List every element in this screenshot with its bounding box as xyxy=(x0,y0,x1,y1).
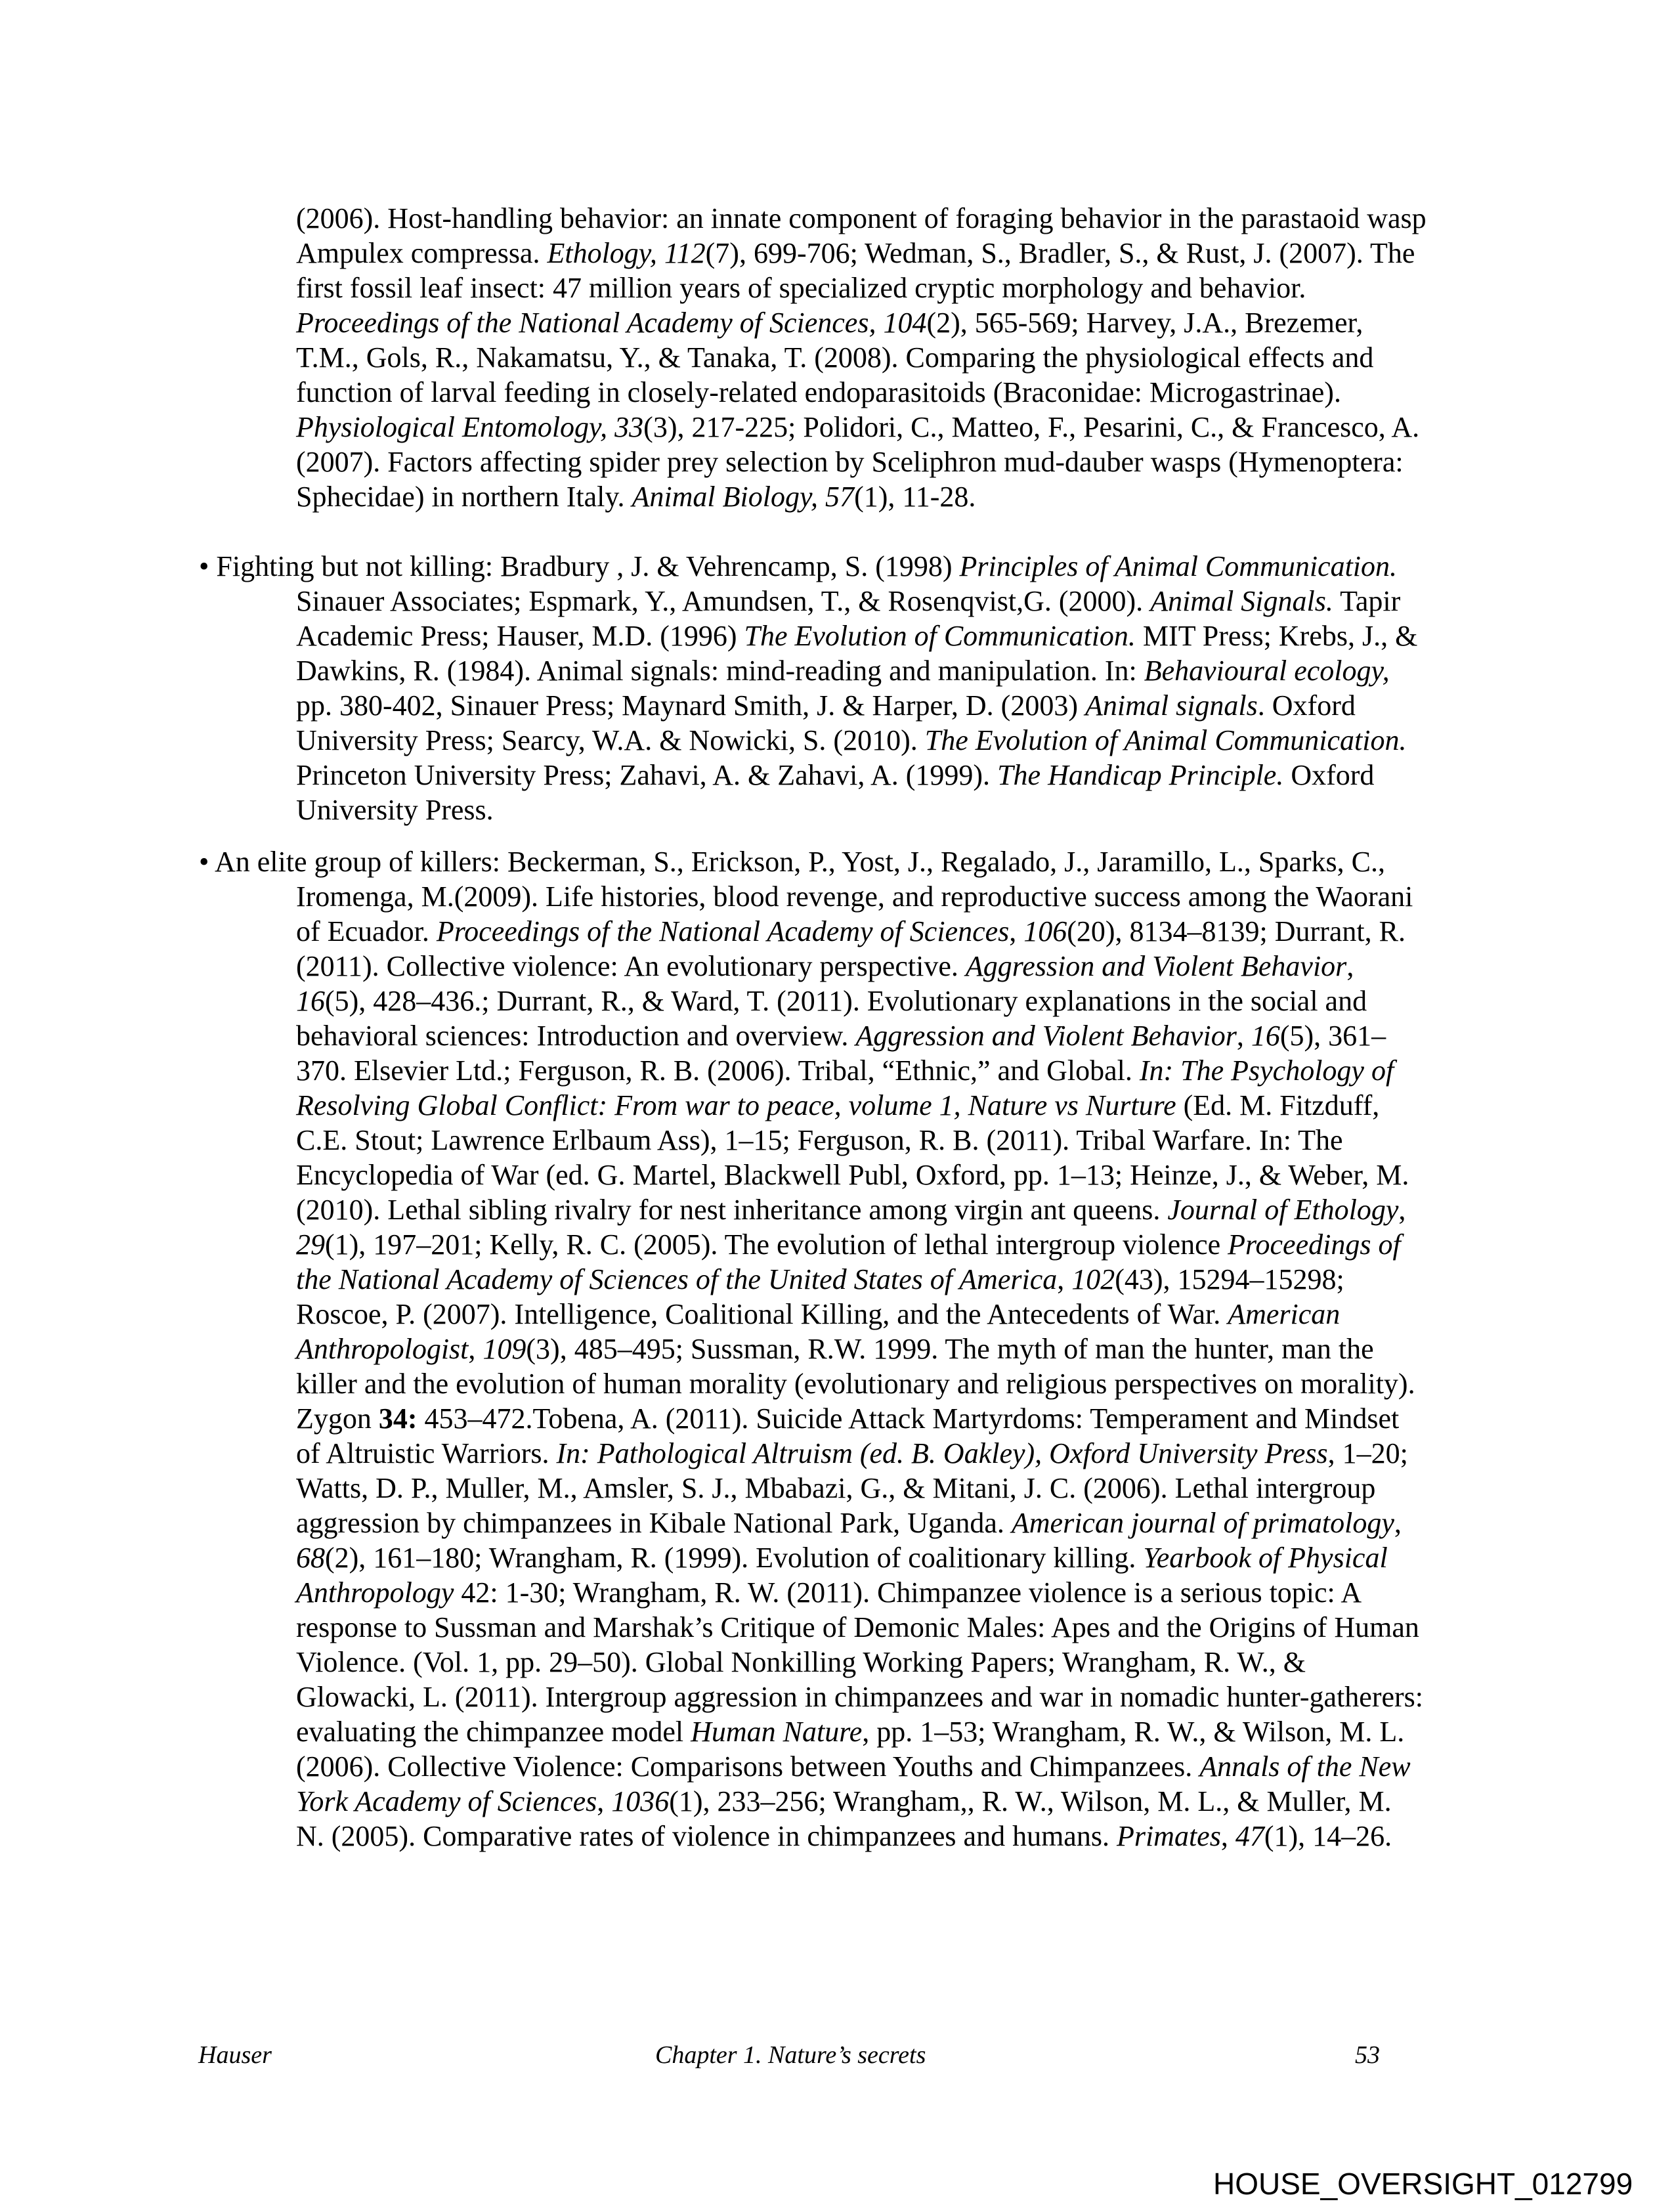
footer-chapter-title: Chapter 1. Nature’s secrets xyxy=(655,2041,926,2069)
italic-text: Physiological Entomology, 33 xyxy=(296,411,644,443)
reference-bullet-fighting-not-killing xyxy=(199,549,1648,827)
italic-text: American journal of primatology xyxy=(1011,1507,1394,1539)
text-run: Encyclopedia of War (ed. G. Martel, Blackwell Publ, Oxford, pp. 1–13; Heinze, J., & Weber, M. xyxy=(296,1159,1409,1191)
text-run: aggression by chimpanzees in Kibale National Park, Uganda. xyxy=(296,1507,1012,1539)
text-line xyxy=(296,949,1648,984)
text-run: Ampulex compressa. xyxy=(296,237,547,269)
text-run: Watts, D. P., Muller, M., Amsler, S. J., Mbabazi, G., & Mitani, J. C. (2006). Lethal intergroup xyxy=(296,1472,1376,1504)
italic-text: Proceedings of xyxy=(1228,1228,1401,1261)
text-line xyxy=(296,1749,1648,1784)
text-run: Tapir xyxy=(1333,585,1401,617)
text-line xyxy=(296,584,1648,618)
italic-text: 68 xyxy=(296,1542,325,1574)
italic-text: Behavioural ecology, xyxy=(1144,655,1390,687)
italic-text: Proceedings of the National Academy of Sciences xyxy=(436,915,1010,947)
text-run: (2007). Factors affecting spider prey selection by Sceliphron mud-dauber wasps (Hymenoptera: xyxy=(296,446,1404,478)
text-line xyxy=(296,479,1648,514)
text-run: (7), 699-706; Wedman, S., Bradler, S., & Rust, J. (2007). The xyxy=(705,237,1415,269)
text-line xyxy=(296,914,1648,949)
text-run: , 1–20; xyxy=(1327,1437,1408,1469)
text-run: of Altruistic Warriors. xyxy=(296,1437,557,1469)
text-line xyxy=(296,723,1648,758)
text-run: (1), 233–256; Wrangham,, R. W., Wilson, M. L., & Muller, M. xyxy=(669,1785,1392,1817)
text-run: (20), 8134–8139; Durrant, R. xyxy=(1067,915,1406,947)
italic-text: Yearbook of Physical xyxy=(1143,1542,1388,1574)
italic-text: Aggression and Violent Behavior xyxy=(965,950,1347,982)
text-line xyxy=(296,445,1648,479)
text-line xyxy=(296,1714,1648,1749)
italic-text: 109 xyxy=(483,1333,526,1365)
text-line xyxy=(296,340,1648,375)
footer-page-number: 53 xyxy=(1355,2041,1380,2069)
text-line xyxy=(296,1401,1648,1436)
text-line xyxy=(296,1610,1648,1645)
text-run: pp. 380-402, Sinauer Press; Maynard Smith, J. & Harper, D. (2003) xyxy=(296,689,1085,722)
text-run: first fossil leaf insect: 47 million years of specialized cryptic morphology and behavior. xyxy=(296,272,1306,304)
text-run: Iromenga, M.(2009). Life histories, blood revenge, and reproductive success among the Waorani xyxy=(296,880,1413,913)
text-run: Glowacki, L. (2011). Intergroup aggression in chimpanzees and war in nomadic hunter-gatherers: xyxy=(296,1681,1424,1713)
italic-text: Anthropology xyxy=(296,1576,454,1609)
text-run: (Ed. M. Fitzduff, xyxy=(1176,1089,1380,1121)
text-run: (2006). Host-handling behavior: an innate component of foraging behavior in the parastaoid wasp xyxy=(296,202,1427,234)
italic-text: York Academy of Sciences xyxy=(296,1785,597,1817)
text-line xyxy=(296,1192,1648,1227)
text-run: , xyxy=(1057,1263,1072,1295)
reference-bullet-elite-group-of-killers xyxy=(199,844,1648,1854)
text-line xyxy=(296,305,1648,340)
text-run: , xyxy=(1220,1820,1235,1852)
italic-text: 47 xyxy=(1235,1820,1264,1852)
text-line xyxy=(296,1123,1648,1158)
italic-text: Ethology, 112 xyxy=(547,237,706,269)
text-line xyxy=(296,1575,1648,1610)
text-line xyxy=(296,271,1648,305)
text-run: 42: 1-30; Wrangham, R. W. (2011). Chimpanzee violence is a serious topic: A xyxy=(454,1576,1362,1609)
italic-text: 16 xyxy=(296,985,325,1017)
text-line xyxy=(296,618,1648,653)
text-run: (1), 14–26. xyxy=(1264,1820,1392,1852)
italic-text: 102 xyxy=(1071,1263,1115,1295)
bold-text: 34: xyxy=(378,1402,418,1435)
text-run: (1), 11-28. xyxy=(854,481,976,513)
text-line xyxy=(296,1436,1648,1471)
italic-text: American xyxy=(1228,1298,1341,1330)
footer-author: Hauser xyxy=(198,2041,272,2069)
italic-text: Animal signals xyxy=(1084,689,1258,722)
text-line xyxy=(296,792,1648,827)
italic-text: Primates xyxy=(1116,1820,1221,1852)
text-run: 370. Elsevier Ltd.; Ferguson, R. B. (2006). Tribal, “Ethnic,” and Global. xyxy=(296,1054,1140,1087)
italic-text: The Evolution of Communication. xyxy=(744,620,1136,652)
text-run: (1), 197–201; Kelly, R. C. (2005). The evolution of lethal intergroup violence xyxy=(325,1228,1228,1261)
italic-text: Human Nature xyxy=(691,1716,863,1748)
italic-text: In: The Psychology of xyxy=(1139,1054,1394,1087)
italic-text: Aggression and Violent Behavior xyxy=(855,1020,1237,1052)
text-line xyxy=(296,1819,1648,1854)
text-run: 453–472.Tobena, A. (2011). Suicide Attack Martyrdoms: Temperament and Mindset xyxy=(417,1402,1400,1435)
text-run: function of larval feeding in closely-related endoparasitoids (Braconidae: Microgastrinae). xyxy=(296,376,1341,408)
text-run: • Fighting but not killing: Bradbury , J. & Vehrencamp, S. (1998) xyxy=(199,550,960,582)
text-run: (43), 15294–15298; xyxy=(1115,1263,1344,1295)
text-run: , pp. 1–53; Wrangham, R. W., & Wilson, M. L. xyxy=(862,1716,1405,1748)
text-run: , xyxy=(1236,1020,1251,1052)
text-line xyxy=(296,984,1648,1018)
italic-text: Animal Signals. xyxy=(1150,585,1333,617)
text-run: behavioral sciences: Introduction and overview. xyxy=(296,1020,856,1052)
text-run: Princeton University Press; Zahavi, A. & Zahavi, A. (1999). xyxy=(296,759,998,791)
italic-text: In: Pathological Altruism (ed. B. Oakley), Oxford University Press xyxy=(556,1437,1328,1469)
italic-text: Resolving Global Conflict: From war to peace, volume 1, Nature vs Nurture xyxy=(296,1089,1176,1121)
text-run: (3), 217-225; Polidori, C., Matteo, F., Pesarini, C., & Francesco, A. xyxy=(643,411,1420,443)
text-run: Zygon xyxy=(296,1402,379,1435)
text-run: (2006). Collective Violence: Comparisons between Youths and Chimpanzees. xyxy=(296,1750,1200,1783)
text-run: Roscoe, P. (2007). Intelligence, Coalitional Killing, and the Antecedents of War. xyxy=(296,1298,1228,1330)
text-run: (5), 361– xyxy=(1279,1020,1386,1052)
text-line xyxy=(296,1540,1648,1575)
text-line xyxy=(296,1680,1648,1714)
text-run: University Press; Searcy, W.A. & Nowicki, S. (2010). xyxy=(296,724,925,756)
text-run: (5), 428–436.; Durrant, R., & Ward, T. (2011). Evolutionary explanations in the social and xyxy=(325,985,1367,1017)
italic-text: Anthropologist xyxy=(296,1333,469,1365)
text-line xyxy=(296,1645,1648,1680)
text-run: , xyxy=(597,1785,612,1817)
text-line xyxy=(296,1366,1648,1401)
bates-stamp: HOUSE_OVERSIGHT_012799 xyxy=(1213,2167,1633,2201)
text-run: (2), 565-569; Harvey, J.A., Brezemer, xyxy=(926,307,1363,339)
italic-text: The Evolution of Animal Communication. xyxy=(924,724,1407,756)
text-run: killer and the evolution of human morality (evolutionary and religious perspectives on morality). xyxy=(296,1368,1415,1400)
text-run: (2), 161–180; Wrangham, R. (1999). Evolution of coalitionary killing. xyxy=(325,1542,1144,1574)
text-run: , xyxy=(1394,1507,1402,1539)
text-line xyxy=(296,410,1648,445)
text-line xyxy=(296,1262,1648,1297)
text-line xyxy=(296,688,1648,723)
italic-text: Annals of the New xyxy=(1199,1750,1411,1783)
text-run: C.E. Stout; Lawrence Erlbaum Ass), 1–15; Ferguson, R. B. (2011). Tribal Warfare. In: The xyxy=(296,1124,1343,1156)
text-line xyxy=(296,1784,1648,1819)
text-run: (2010). Lethal sibling rivalry for nest inheritance among virgin ant queens. xyxy=(296,1194,1168,1226)
text-run: of Ecuador. xyxy=(296,915,437,947)
text-run: • An elite group of killers: Beckerman, S., Erickson, P., Yost, J., Regalado, J., Jaramillo, L., Sparks, C., xyxy=(199,846,1386,878)
italic-text: 16 xyxy=(1251,1020,1280,1052)
italic-text: Proceedings of the National Academy of Sciences, 104 xyxy=(296,307,927,339)
text-run: Oxford xyxy=(1283,759,1375,791)
text-line xyxy=(296,1158,1648,1192)
text-run: Academic Press; Hauser, M.D. (1996) xyxy=(296,620,744,652)
text-line xyxy=(296,1053,1648,1088)
text-line xyxy=(296,1471,1648,1506)
text-run: , xyxy=(1009,915,1024,947)
text-run: evaluating the chimpanzee model xyxy=(296,1716,691,1748)
text-run: , xyxy=(468,1333,483,1365)
text-line xyxy=(296,1227,1648,1262)
text-line xyxy=(296,758,1648,792)
italic-text: Principles of Animal Communication. xyxy=(959,550,1398,582)
text-line xyxy=(296,653,1648,688)
text-run: (3), 485–495; Sussman, R.W. 1999. The myth of man the hunter, man the xyxy=(526,1333,1374,1365)
text-line xyxy=(199,844,1648,879)
text-run: Violence. (Vol. 1, pp. 29–50). Global Nonkilling Working Papers; Wrangham, R. W., & xyxy=(296,1646,1306,1678)
text-line xyxy=(296,1332,1648,1366)
text-run: response to Sussman and Marshak’s Critique of Demonic Males: Apes and the Origins of Human xyxy=(296,1611,1419,1643)
text-line xyxy=(296,1506,1648,1540)
italic-text: The Handicap Principle. xyxy=(997,759,1284,791)
italic-text: 29 xyxy=(296,1228,325,1261)
italic-text: 106 xyxy=(1023,915,1067,947)
text-run: N. (2005). Comparative rates of violence in chimpanzees and humans. xyxy=(296,1820,1117,1852)
text-line xyxy=(296,1018,1648,1053)
text-run: T.M., Gols, R., Nakamatsu, Y., & Tanaka, T. (2008). Comparing the physiological effects and xyxy=(296,341,1374,374)
text-run: (2011). Collective violence: An evolutionary perspective. xyxy=(296,950,966,982)
text-run: , xyxy=(1346,950,1354,982)
text-run: University Press. xyxy=(296,794,494,826)
text-line xyxy=(296,879,1648,914)
italic-text: 1036 xyxy=(611,1785,670,1817)
italic-text: the National Academy of Sciences of the United States of America xyxy=(296,1263,1058,1295)
text-line xyxy=(296,236,1648,271)
text-line xyxy=(199,549,1648,584)
italic-text: Animal Biology, 57 xyxy=(632,481,855,513)
text-run: , xyxy=(1398,1194,1406,1226)
text-run: . Oxford xyxy=(1257,689,1356,722)
text-line xyxy=(296,1088,1648,1123)
text-run: Dawkins, R. (1984). Animal signals: mind-reading and manipulation. In: xyxy=(296,655,1144,687)
text-line xyxy=(296,1297,1648,1332)
text-run: Sphecidae) in northern Italy. xyxy=(296,481,632,513)
reference-paragraph-continued xyxy=(296,201,1648,514)
text-run: Sinauer Associates; Espmark, Y., Amundsen, T., & Rosenqvist,G. (2000). xyxy=(296,585,1151,617)
text-line xyxy=(296,201,1648,236)
text-run: MIT Press; Krebs, J., & xyxy=(1135,620,1418,652)
italic-text: Journal of Ethology xyxy=(1167,1194,1399,1226)
text-line xyxy=(296,375,1648,410)
